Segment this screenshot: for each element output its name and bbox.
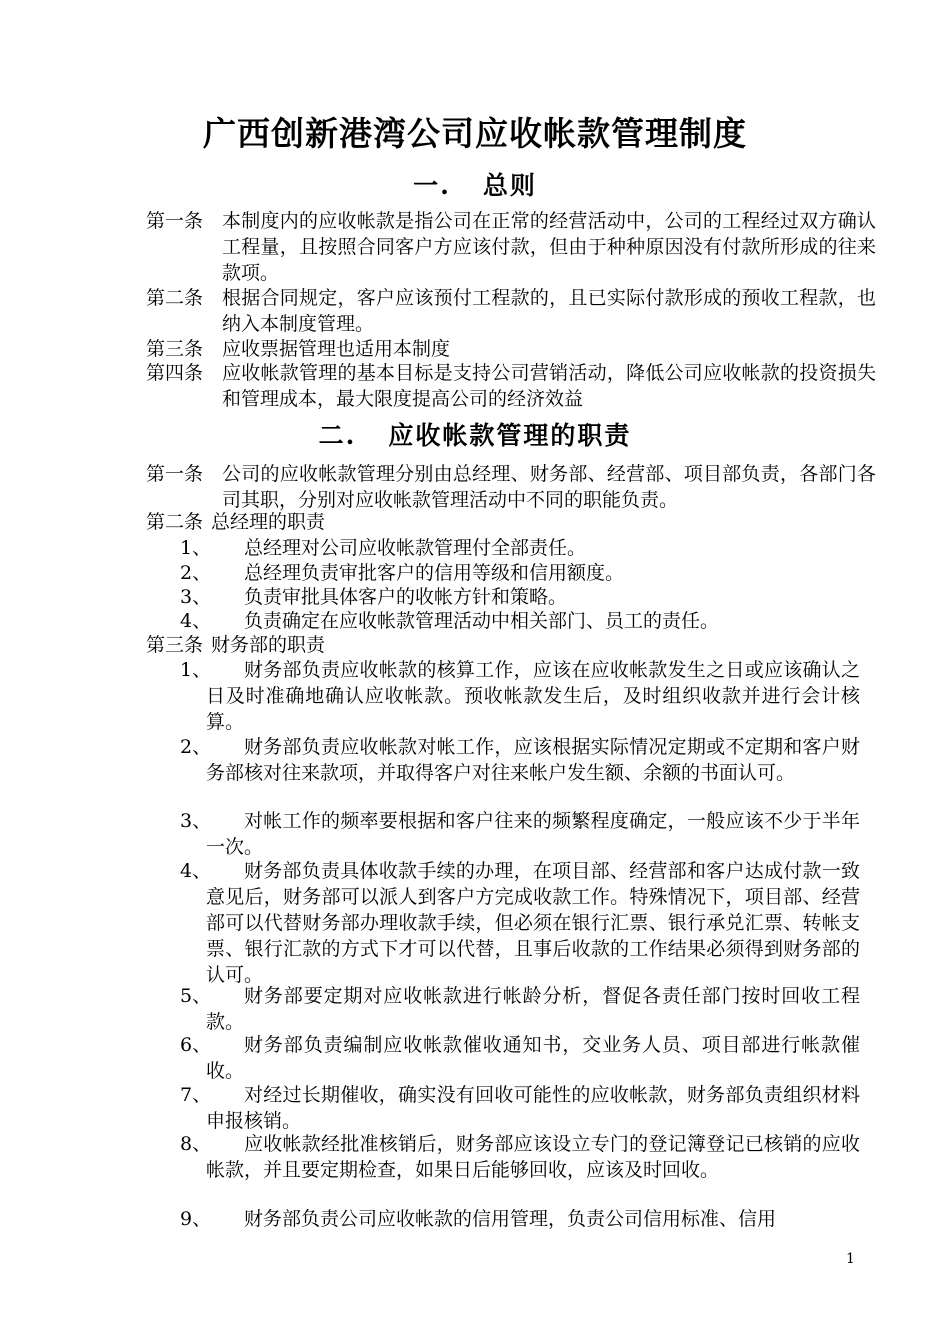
item-number: 1、 (180, 659, 212, 681)
item-number: 9、 (180, 1208, 212, 1230)
list-item (180, 734, 860, 786)
list-item (180, 1206, 860, 1232)
item-text: 财务部负责编制应收帐款催收通知书，交业务人员、项目部进行帐款催收。 (206, 1034, 860, 1082)
list-item (180, 1131, 860, 1183)
section-2-number: 二. (318, 421, 357, 450)
article-label: 第三条 (146, 634, 204, 656)
article-text: 应收帐款管理的基本目标是支持公司营销活动，降低公司应收帐款的投资损失和管理成本，最大限度提高公司的经济效益 (222, 362, 876, 410)
article-label: 第三条 (146, 338, 204, 360)
item-number: 3、 (180, 586, 212, 608)
list-item (180, 858, 860, 988)
s1-article-2 (146, 285, 876, 337)
article-label: 第一条 (146, 210, 204, 232)
article-text: 应收票据管理也适用本制度 (222, 338, 451, 360)
list-item (180, 983, 860, 1035)
article-label: 第二条 (146, 287, 204, 309)
item-text: 应收帐款经批准核销后，财务部应该设立专门的登记簿登记已核销的应收帐款，并且要定期检查，如果日后能够回收，应该及时回收。 (206, 1133, 860, 1181)
list-item (180, 1082, 860, 1134)
item-number: 2、 (180, 562, 212, 584)
s1-article-4 (146, 360, 876, 412)
section-2-title: 应收帐款管理的职责 (388, 421, 632, 450)
item-text: 财务部要定期对应收帐款进行帐龄分析，督促各责任部门按时回收工程款。 (206, 985, 860, 1033)
s2-article-2-header (146, 509, 876, 535)
s1-article-3 (146, 336, 876, 362)
item-text: 财务部负责应收帐款对帐工作，应该根据实际情况定期或不定期和客户财务部核对往来款项，并取得客户对往来帐户发生额、余额的书面认可。 (206, 736, 860, 784)
document-title: 广西创新港湾公司应收帐款管理制度 (203, 114, 747, 153)
item-number: 4、 (180, 610, 212, 632)
item-text: 负责审批具体客户的收帐方针和策略。 (244, 586, 568, 608)
item-number: 6、 (180, 1034, 212, 1056)
article-label: 第一条 (146, 463, 204, 485)
item-text: 对经过长期催收，确实没有回收可能性的应收帐款，财务部负责组织材料申报核销。 (206, 1084, 860, 1132)
s2-article-3-header (146, 632, 876, 658)
list-item (180, 535, 860, 561)
list-item (180, 560, 860, 586)
list-item (180, 584, 860, 610)
item-text: 负责确定在应收帐款管理活动中相关部门、员工的责任。 (244, 610, 720, 632)
article-text: 根据合同规定，客户应该预付工程款的，且已实际付款形成的预收工程款，也纳入本制度管理。 (222, 287, 876, 335)
item-number: 4、 (180, 860, 212, 882)
list-item (180, 808, 860, 860)
article-label: 第四条 (146, 362, 204, 384)
s1-article-1 (146, 208, 876, 286)
item-text: 财务部负责具体收款手续的办理，在项目部、经营部和客户达成付款一致意见后，财务部可以派人到客户方完成收款工作。特殊情况下，项目部、经营部可以代替财务部办理收款手续，但必须在银行汇票、银行承兑汇票、转帐支票、银行汇款的方式下才可以代替，且事后收款的工作结果必须得到财务部的认可。 (206, 860, 860, 986)
s2-article-1 (146, 461, 876, 513)
section-1-number: 一. (413, 171, 451, 200)
item-text: 财务部负责公司应收帐款的信用管理，负责公司信用标准、信用 (244, 1208, 777, 1230)
item-text: 对帐工作的频率要根据和客户往来的频繁程度确定，一般应该不少于半年一次。 (206, 810, 860, 858)
article-title: 总经理的职责 (211, 511, 326, 533)
item-number: 1、 (180, 537, 212, 559)
list-item (180, 608, 860, 634)
list-item (180, 657, 860, 735)
item-number: 5、 (180, 985, 212, 1007)
section-1-title: 总则 (482, 171, 537, 200)
page-number: 1 (846, 1251, 855, 1267)
item-text: 总经理对公司应收帐款管理付全部责任。 (244, 537, 587, 559)
section-1-heading (0, 170, 950, 202)
section-2-heading (0, 420, 950, 452)
item-text: 总经理负责审批客户的信用等级和信用额度。 (244, 562, 625, 584)
article-text: 本制度内的应收帐款是指公司在正常的经营活动中，公司的工程经过双方确认工程量，且按照合同客户方应该付款，但由于种种原因没有付款所形成的往来款项。 (222, 210, 876, 284)
item-number: 7、 (180, 1084, 212, 1106)
article-label: 第二条 (146, 511, 204, 533)
item-number: 8、 (180, 1133, 212, 1155)
item-text: 财务部负责应收帐款的核算工作，应该在应收帐款发生之日或应该确认之日及时准确地确认应收帐款。预收帐款发生后，及时组织收款并进行会计核算。 (206, 659, 860, 733)
item-number: 3、 (180, 810, 212, 832)
list-item (180, 1032, 860, 1084)
item-number: 2、 (180, 736, 212, 758)
article-title: 财务部的职责 (211, 634, 326, 656)
article-text: 公司的应收帐款管理分别由总经理、财务部、经营部、项目部负责，各部门各司其职，分别对应收帐款管理活动中不同的职能负责。 (222, 463, 876, 511)
